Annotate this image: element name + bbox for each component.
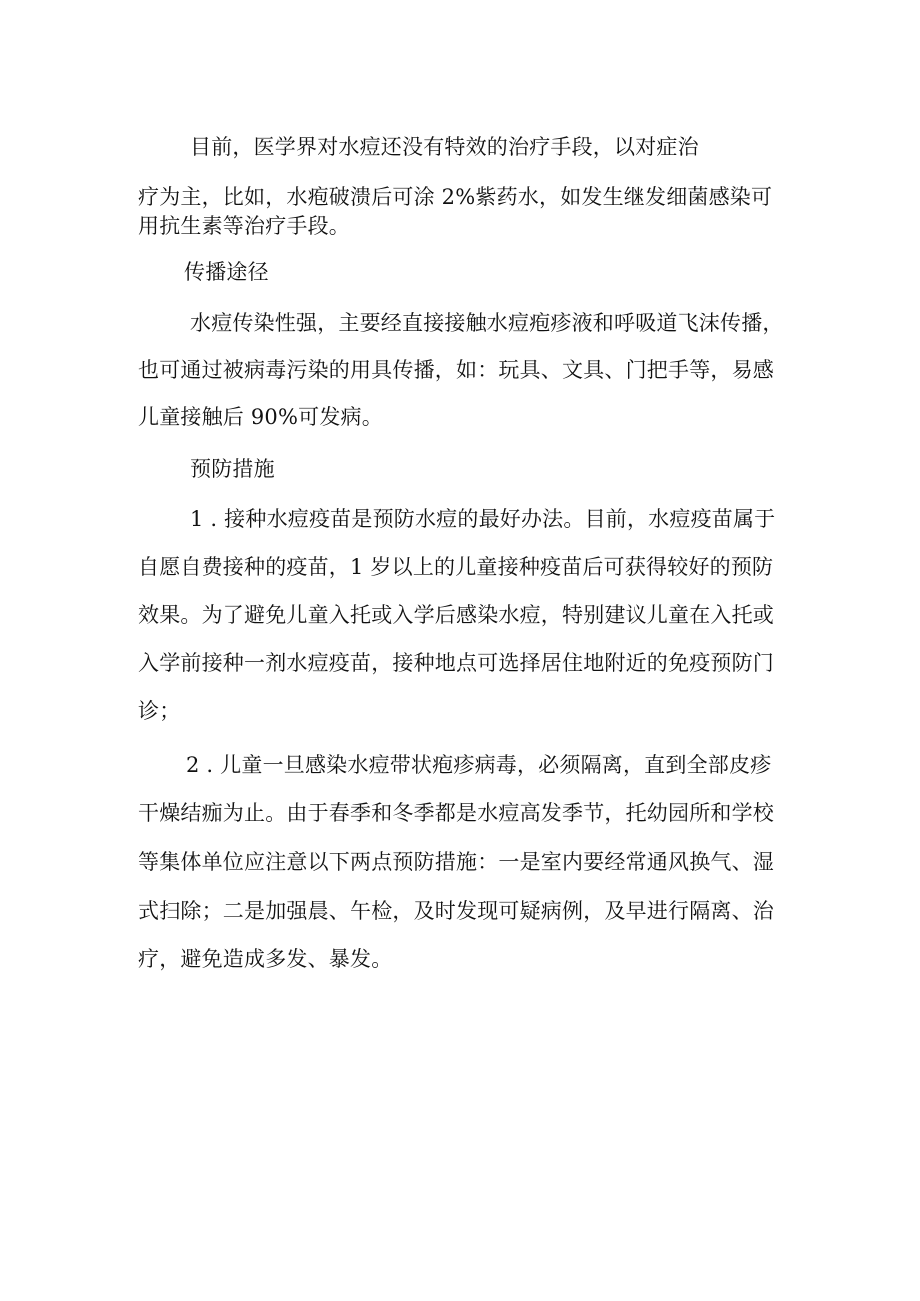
prevention-2-line-2: 干燥结痂为止。由于春季和冬季都是水痘高发季节，托幼园所和学校 <box>138 801 774 825</box>
prevention-heading: 预防措施 <box>190 457 275 481</box>
prevention-2-line-1: 2 . 儿童一旦感染水痘带状疱疹病毒，必须隔离，直到全部皮疹 <box>186 753 772 777</box>
transmission-line-3: 儿童接触后 90%可发病。 <box>138 405 383 429</box>
treatment-line-3: 用抗生素等治疗手段。 <box>138 214 350 238</box>
prevention-1-line-1: 1 . 接种水痘疫苗是预防水痘的最好办法。目前，水痘疫苗属于 <box>190 507 776 531</box>
treatment-line-1: 目前，医学界对水痘还没有特效的治疗手段，以对症治 <box>190 135 699 159</box>
transmission-line-1: 水痘传染性强，主要经直接接触水痘疱疹液和呼吸道飞沫传播， <box>190 311 784 335</box>
prevention-2-line-3: 等集体单位应注意以下两点预防措施：一是室内要经常通风换气、湿 <box>138 850 774 874</box>
treatment-line-2: 疗为主，比如，水疱破溃后可涂 2%紫药水，如发生继发细菌感染可 <box>138 185 773 209</box>
prevention-2-line-4: 式扫除；二是加强晨、午检，及时发现可疑病例，及早进行隔离、治 <box>138 899 774 923</box>
transmission-line-2: 也可通过被病毒污染的用具传播，如：玩具、文具、门把手等，易感 <box>138 358 774 382</box>
prevention-1-line-4: 入学前接种一剂水痘疫苗，接种地点可选择居住地附近的免疫预防门 <box>138 651 774 675</box>
prevention-1-line-3: 效果。为了避免儿童入托或入学后感染水痘，特别建议儿童在入托或 <box>138 603 774 627</box>
prevention-2-line-5: 疗，避免造成多发、暴发。 <box>138 947 393 971</box>
transmission-heading: 传播途径 <box>184 260 269 284</box>
prevention-1-line-5: 诊； <box>138 699 181 723</box>
prevention-1-line-2: 自愿自费接种的疫苗，1 岁以上的儿童接种疫苗后可获得较好的预防 <box>138 555 774 579</box>
